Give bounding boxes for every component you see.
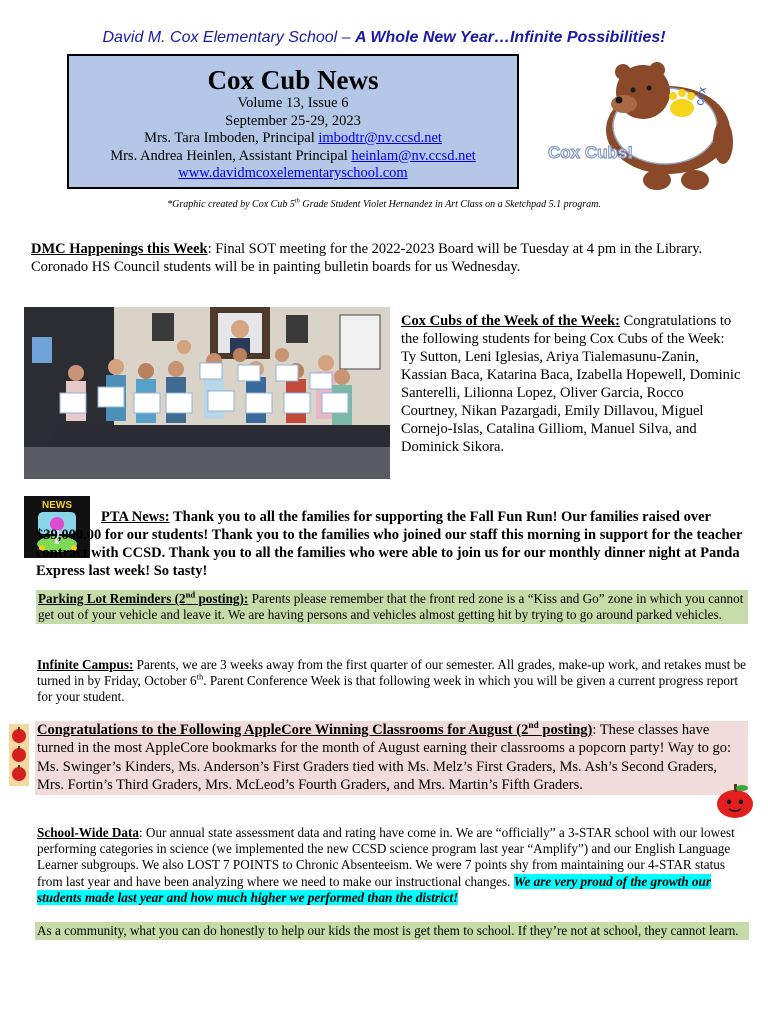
applecore-label-sup: nd — [528, 721, 539, 732]
credit-text: *Graphic created by Cox Cub 5 — [167, 199, 295, 210]
apple-character-graphic — [714, 782, 756, 820]
campus-sup: th — [196, 671, 204, 682]
website-line — [69, 165, 517, 183]
apples-icon — [9, 724, 29, 786]
bear-mascot-graphic — [545, 62, 745, 194]
community-text: As a community, what you can do honestly to help our kids the most is get them to school. If they’re not at school, they cannot learn. — [37, 923, 739, 938]
happenings-paragraph — [31, 240, 761, 276]
parking-text: Parents please remember that the front red zone is a “Kiss and Go” zone in which you cannot get out of your vehicle and leave it. We are having persons and vehicles almost getting hit by trying to go around parked vehicles. — [38, 591, 744, 623]
shirt-text: cox — [692, 85, 710, 107]
newsletter-title: Cox Cub News — [207, 65, 379, 95]
cubs-of-week-text: Congratulations to the following students for being Cox Cubs of the Week: Ty Sutton, Leni Iglesias, Ariya Tialemasunu-Zanin, Kassian Baca, Katarina Baca, Izabella Hopewell, Dominic Santerelli, Lilionna Lopez, Oliver Garcia, Rocco Courtney, Nikan Pazargadi, Emily Dillavou, Miguel Cornejo-Islas, Catalina Gilliom, Manuel Silva, and Dominick Sikora. — [401, 313, 741, 455]
website-link[interactable]: www.davidmcoxelementaryschool.com — [178, 165, 408, 181]
community-paragraph — [35, 922, 749, 940]
apples-icon-graphic — [9, 724, 29, 786]
parking-label-text: Parking Lot Reminders (2 — [38, 591, 186, 606]
school-data-text: : Our annual state assessment data and rating have come in. We are “officially” a 3-STAR school with our lowest performing categories in science (we implemented the new CCSD science program last year “Amplify”) and our English Language Learner subgroups. We also LOST 7 POINTS to Chronic Absenteeism. We were 7 points shy from maintaining our 4-STAR status from last year and have been analyzing where we need to make our instructional changes. — [37, 825, 735, 889]
principal-line — [69, 130, 517, 148]
pta-text: Thank you to all the families for supporting the Fall Fun Run! Our families raised over $39,000.00 for our students! Thank you to the families who joined our staff this morning in support for the teacher contract with CCSD. Thank you to all the families who were able to join us for our monthly dinner night at Panda Express last week! So tasty! — [36, 509, 743, 579]
infinite-campus-paragraph — [37, 657, 747, 706]
pta-paragraph — [36, 508, 762, 580]
newsletter-tagline — [0, 29, 768, 47]
parking-label — [38, 591, 248, 606]
assistant-email-link[interactable]: heinlam@nv.ccsd.net — [351, 147, 476, 164]
happenings-text: : Final SOT meeting for the 2022-2023 Board will be Tuesday at 4 pm in the Library. Coronado HS Council students will be in painting bulletin boards for us Wednesday. — [31, 241, 703, 275]
happenings-label: DMC Happenings this Week — [31, 241, 208, 257]
principal-label: Mrs. Tara Imboden, Principal — [144, 130, 319, 146]
school-data-label: School-Wide Data — [37, 825, 139, 840]
cubs-of-week-label: Cox Cubs of the Week of the Week: — [401, 313, 620, 329]
applecore-paragraph — [35, 721, 748, 795]
school-data-highlight: We are very proud of the growth our students made last year and how much higher we performed than the district! — [37, 873, 711, 905]
campus-text-end: . Parent Conference Week is that following week in which you will be given a current progress report for your student. — [37, 673, 739, 705]
credit-sup: th — [294, 197, 300, 205]
motto: A Whole New Year…Infinite Possibilities! — [354, 29, 666, 46]
school-name: David M. Cox Elementary School – — [102, 29, 355, 46]
campus-text: Parents, we are 3 weeks away from the first quarter of our semester. All grades, make-up work, and retakes must be turned in by Friday, October 6 — [37, 657, 747, 689]
parking-label-end: posting): — [195, 591, 249, 606]
issue-dates: September 25-29, 2023 — [225, 112, 361, 129]
news-badge-text: NEWS — [42, 500, 72, 511]
credit-text-end: Grade Student Violet Hernandez in Art Class on a Sketchpad 5.1 program. — [299, 199, 601, 210]
graphic-credit — [0, 199, 768, 210]
masthead — [67, 54, 519, 189]
campus-label: Infinite Campus: — [37, 657, 134, 672]
pta-label: PTA News: — [101, 509, 170, 525]
applecore-label — [37, 722, 592, 738]
applecore-label-end: posting) — [538, 722, 593, 738]
applecore-label-text: Congratulations to the Following AppleCore Winning Classrooms for August (2 — [37, 722, 529, 738]
school-data-paragraph — [37, 825, 747, 906]
students-photo-illustration — [24, 307, 390, 479]
assistant-label: Mrs. Andrea Heinlen, Assistant Principal — [110, 147, 352, 164]
applecore-text: : These classes have turned in the most AppleCore bookmarks for the month of August earning their classrooms a popcorn party! Way to go: Ms. Swinger’s Kinders, Ms. Anderson’s First Graders tied with Ms. Melz’s First Graders, Ms. Ash’s Second Graders, Mrs. Fortin’s Third Graders, Mrs. McLeod’s Fourth Graders, and Mrs. Martin’s Fifth Graders. — [37, 722, 732, 794]
bear-mascot-illustration — [545, 62, 745, 194]
cubs-of-week-paragraph — [401, 312, 741, 456]
issue-number: Volume 13, Issue 6 — [237, 95, 349, 111]
apple-character-icon — [714, 782, 756, 820]
students-photo — [24, 307, 390, 479]
assistant-principal-line — [69, 148, 517, 166]
mascot-caption: Cox Cubs! — [548, 143, 633, 162]
parking-label-sup: nd — [185, 589, 196, 600]
parking-reminder-paragraph — [36, 590, 748, 624]
principal-email-link[interactable]: imbodtr@nv.ccsd.net — [318, 130, 442, 146]
